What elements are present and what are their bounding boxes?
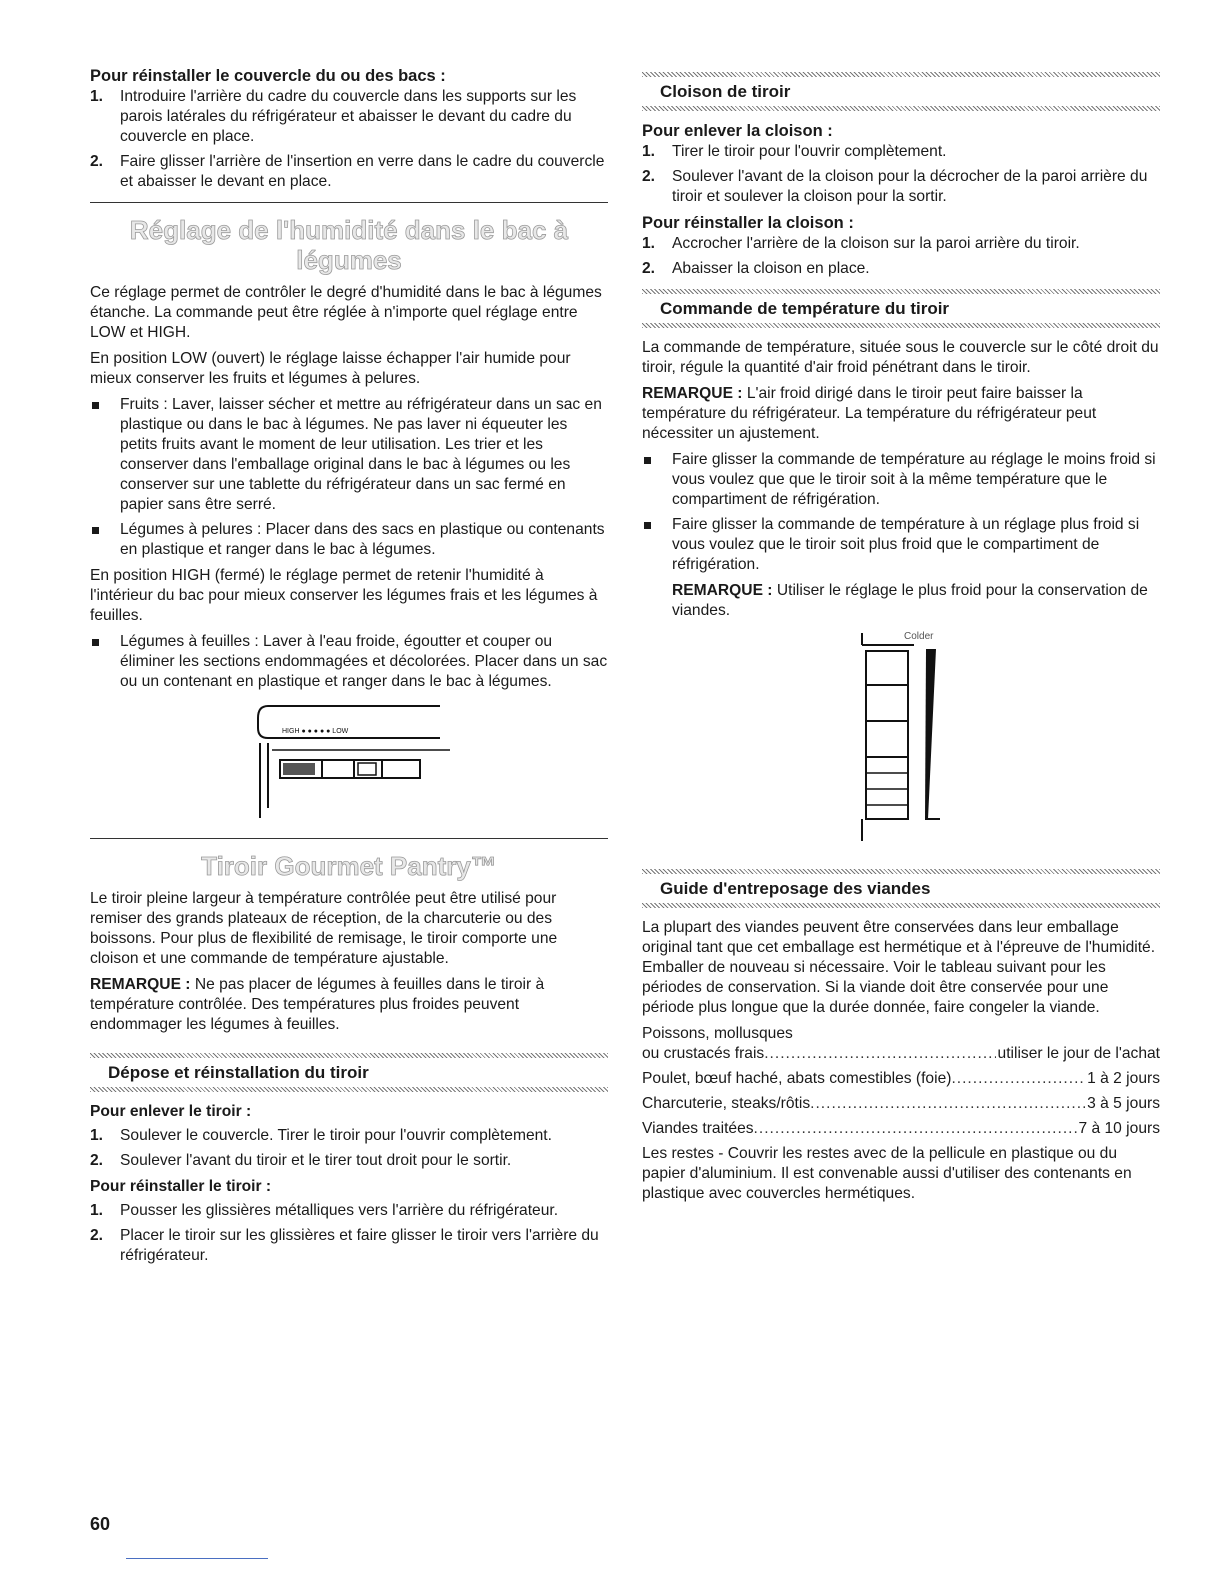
meat-value: 3 à 5 jours bbox=[1087, 1095, 1160, 1112]
colder-label: Colder bbox=[904, 631, 934, 642]
humidity-paragraph-3: En position HIGH (fermé) le réglage permet de retenir l'humidité à l'intérieur du bac pour mieux conserver les légumes frais et les légumes à feuilles. bbox=[90, 567, 598, 624]
step-number: 2. bbox=[90, 1227, 104, 1244]
step-number: 2. bbox=[90, 1152, 104, 1169]
step-text: Pousser les glissières métalliques vers l'arrière du réfrigérateur. bbox=[120, 1202, 559, 1219]
step-number: 2. bbox=[642, 260, 656, 277]
list-item bbox=[90, 1126, 608, 1146]
drawer-remove-steps bbox=[90, 1126, 608, 1171]
table-row bbox=[642, 1069, 1160, 1089]
humidity-paragraph-2: En position LOW (ouvert) le réglage laisse échapper l'air humide pour mieux conserver les fruits et légumes à pelures. bbox=[90, 350, 571, 387]
drawer-reinstall-steps bbox=[90, 1201, 608, 1266]
list-item bbox=[90, 1226, 608, 1266]
leader-dots bbox=[810, 1094, 1085, 1114]
temperature-title: Commande de température du tiroir bbox=[660, 299, 950, 318]
step-text: Tirer le tiroir pour l'ouvrir complètement. bbox=[672, 143, 947, 160]
step-number: 1. bbox=[642, 235, 656, 252]
bullet-icon bbox=[92, 639, 99, 646]
leftovers-paragraph: Les restes - Couvrir les restes avec de la pellicule en plastique ou du papier d'aluminium. Il est convenable aussi d'utiliser des contenants en plastique avec couvercles hermétiques. bbox=[642, 1145, 1132, 1202]
list-item bbox=[642, 450, 1160, 510]
partition-remove-steps bbox=[642, 142, 1160, 207]
list-item bbox=[642, 167, 1160, 207]
temperature-band bbox=[642, 289, 1160, 328]
step-number: 1. bbox=[90, 1127, 104, 1144]
depose-title: Dépose et réinstallation du tiroir bbox=[108, 1063, 369, 1082]
list-item bbox=[90, 87, 608, 147]
bullet-icon bbox=[92, 527, 99, 534]
section-divider bbox=[90, 202, 608, 203]
meat-item: Charcuterie, steaks/rôtis bbox=[642, 1095, 811, 1112]
drawer-remove-title: Pour enlever le tiroir : bbox=[90, 1103, 252, 1120]
hatch-rule bbox=[642, 903, 1160, 908]
step-number: 2. bbox=[642, 168, 656, 185]
cloison-title: Cloison de tiroir bbox=[660, 82, 791, 101]
bullet-icon bbox=[644, 522, 651, 529]
remark-text: Ne pas placer de légumes à feuilles dans le tiroir à température contrôlée. Des températures plus froides peuvent endommager les légumes à feuilles. bbox=[90, 976, 545, 1033]
step-number: 1. bbox=[90, 88, 104, 105]
step-text: Faire glisser l'arrière de l'insertion en verre dans le cadre du couvercle et abaisser le devant en place. bbox=[120, 153, 605, 190]
list-item bbox=[90, 632, 608, 692]
temperature-control-illustration bbox=[642, 627, 1160, 849]
step-text: Soulever l'avant de la cloison pour la décrocher de la paroi arrière du tiroir et soulever la cloison pour la sortir. bbox=[672, 168, 1148, 205]
section-divider bbox=[90, 838, 608, 839]
bullet-icon bbox=[92, 402, 99, 409]
humidity-high-bullets bbox=[90, 632, 608, 692]
bullet-text: Faire glisser la commande de température au réglage le moins froid si vous voulez que que le tiroir soit à la même température que le compartiment de réfrigération. bbox=[672, 451, 1156, 508]
meat-value: utiliser le jour de l'achat bbox=[997, 1045, 1160, 1062]
list-item bbox=[90, 1151, 608, 1171]
remark-text: Utiliser le réglage le plus froid pour la conservation de viandes. bbox=[672, 582, 1148, 619]
pantry-remark bbox=[90, 975, 608, 1035]
leader-dots bbox=[951, 1069, 1085, 1089]
table-row bbox=[642, 1094, 1160, 1114]
partition-reinstall-steps bbox=[642, 234, 1160, 279]
list-item bbox=[90, 152, 608, 192]
leader-dots bbox=[764, 1044, 995, 1064]
partition-reinstall-title: Pour réinstaller la cloison : bbox=[642, 214, 854, 232]
list-item bbox=[642, 259, 1160, 279]
meat-value: 1 à 2 jours bbox=[1087, 1070, 1160, 1087]
list-item bbox=[90, 520, 608, 560]
cover-reinstall-title: Pour réinstaller le couvercle du ou des bacs : bbox=[90, 67, 446, 85]
humidity-low-bullets bbox=[90, 395, 608, 560]
meat-item: Poulet, bœuf haché, abats comestibles (foie) bbox=[642, 1070, 952, 1087]
step-number: 1. bbox=[642, 143, 656, 160]
leader-dots bbox=[754, 1119, 1077, 1139]
step-text: Soulever l'avant du tiroir et le tirer tout droit pour le sortir. bbox=[120, 1152, 512, 1169]
step-text: Introduire l'arrière du cadre du couvercle dans les supports sur les parois latérales du réfrigérateur et abaisser le devant du cadre du couvercle en place. bbox=[120, 88, 577, 145]
page-number: 60 bbox=[90, 1514, 111, 1534]
bullet-text: Légumes à feuilles : Laver à l'eau froide, égoutter et couper ou éliminer les sections endommagées et décolorées. Placer dans un sac ou un contenant en plastique et ranger dans le bac à légumes. bbox=[120, 633, 608, 690]
bullet-icon bbox=[644, 457, 651, 464]
remark-label: REMARQUE : bbox=[642, 385, 743, 402]
table-row bbox=[642, 1119, 1160, 1139]
bullet-text: Faire glisser la commande de température à un réglage plus froid si vous voulez que le tiroir soit plus froid que le compartiment de réfrigération. bbox=[672, 516, 1140, 573]
cloison-band bbox=[642, 72, 1160, 111]
humidity-scale-label: HIGH ● ● ● ● ● LOW bbox=[282, 728, 349, 735]
hatch-rule bbox=[642, 106, 1160, 111]
list-item bbox=[90, 1201, 608, 1221]
temperature-paragraph-1: La commande de température, située sous le couvercle sur le côté droit du tiroir, régule la quantité d'air froid pénétrant dans le tiroir. bbox=[642, 339, 1159, 376]
bullet-text: Fruits : Laver, laisser sécher et mettre au réfrigérateur dans un sac en plastique ou dans le bac à légumes. Ne pas laver ni équeuter les petits fruits avant le moment de leur utilisation. Les trier et les conserver dans l'emballage original dans le bac à légumes ou les conserver sur une tablette du réfrigérateur dans un sac fermé en papier sans être serré. bbox=[120, 396, 602, 513]
hatch-rule bbox=[642, 323, 1160, 328]
remark-label: REMARQUE : bbox=[90, 976, 191, 993]
temperature-remark-2 bbox=[642, 581, 1160, 621]
step-number: 2. bbox=[90, 153, 104, 170]
right-column bbox=[642, 72, 1160, 1210]
left-column bbox=[90, 66, 608, 1272]
pantry-section-title: Tiroir Gourmet Pantry™ bbox=[201, 851, 497, 881]
humidity-section-title: Réglage de l'humidité dans le bac à légumes bbox=[129, 215, 569, 275]
step-text: Abaisser la cloison en place. bbox=[672, 260, 870, 277]
meat-item: ou crustacés frais bbox=[642, 1045, 765, 1062]
list-item bbox=[90, 395, 608, 515]
table-row bbox=[642, 1044, 1160, 1064]
cover-reinstall-steps bbox=[90, 87, 608, 192]
remark-text: L'air froid dirigé dans le tiroir peut faire baisser la température du réfrigérateur. La température du réfrigérateur peut nécessiter un ajustement. bbox=[642, 385, 1097, 442]
partition-remove-title: Pour enlever la cloison : bbox=[642, 122, 833, 140]
step-text: Soulever le couvercle. Tirer le tiroir pour l'ouvrir complètement. bbox=[120, 1127, 552, 1144]
humidity-paragraph-1: Ce réglage permet de contrôler le degré d'humidité dans le bac à légumes étanche. La commande peut être réglée à n'importe quel réglage entre LOW et HIGH. bbox=[90, 284, 602, 341]
remark-label: REMARQUE : bbox=[672, 582, 773, 599]
meat-item: Viandes traitées bbox=[642, 1120, 754, 1137]
list-item bbox=[642, 515, 1160, 575]
meat-title: Guide d'entreposage des viandes bbox=[660, 879, 931, 898]
step-text: Placer le tiroir sur les glissières et faire glisser le tiroir vers l'arrière du réfrigérateur. bbox=[120, 1227, 599, 1264]
step-number: 1. bbox=[90, 1202, 104, 1219]
footer-rule bbox=[126, 1558, 268, 1559]
step-text: Accrocher l'arrière de la cloison sur la paroi arrière du tiroir. bbox=[672, 235, 1080, 252]
drawer-reinstall-title: Pour réinstaller le tiroir : bbox=[90, 1178, 272, 1195]
fish-line-1: Poissons, mollusques bbox=[642, 1025, 793, 1042]
hatch-rule bbox=[90, 1087, 608, 1092]
humidity-control-illustration bbox=[90, 698, 608, 832]
meat-paragraph-1: La plupart des viandes peuvent être conservées dans leur emballage original tant que cet emballage est hermétique et à l'épreuve de l'humidité. Emballer de nouveau si nécessaire. Voir le tableau suivant pour les périodes de conservation. Si la viande doit être conservée pour une période plus longue que la durée donnée, faire congeler la viande. bbox=[642, 919, 1156, 1016]
depose-band bbox=[90, 1053, 608, 1092]
meat-value: 7 à 10 jours bbox=[1078, 1120, 1160, 1137]
pantry-paragraph-1: Le tiroir pleine largeur à température contrôlée peut être utilisé pour remiser des grands plateaux de réception, de la charcuterie ou des boissons. Pour plus de flexibilité de remisage, le tiroir comporte une cloison et une commande de température ajustable. bbox=[90, 890, 558, 967]
list-item bbox=[642, 234, 1160, 254]
bullet-text: Légumes à pelures : Placer dans des sacs en plastique ou contenants en plastique et ranger dans le bac à légumes. bbox=[120, 521, 605, 558]
temperature-bullets bbox=[642, 450, 1160, 575]
meat-band bbox=[642, 869, 1160, 908]
list-item bbox=[642, 142, 1160, 162]
temperature-remark-1 bbox=[642, 384, 1160, 444]
